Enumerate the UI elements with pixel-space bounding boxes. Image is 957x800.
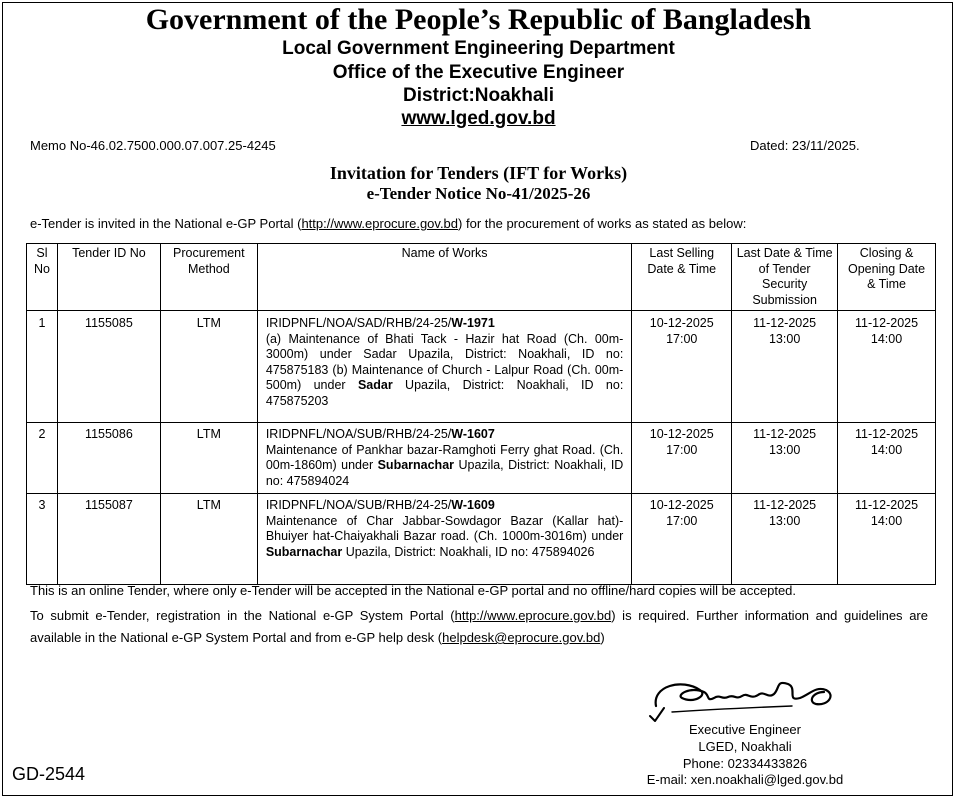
table-row bbox=[27, 494, 936, 585]
header-security: Last Date & Time of Tender Security Submission bbox=[732, 244, 838, 311]
tender-table bbox=[26, 243, 936, 585]
cell-closing: 11-12-2025 14:00 bbox=[838, 311, 936, 423]
cell-method: LTM bbox=[160, 494, 257, 585]
department-name: Local Government Engineering Department bbox=[282, 38, 675, 59]
cell-closing: 11-12-2025 14:00 bbox=[838, 494, 936, 585]
signatory-email: E-mail: xen.noakhali@lged.gov.bd bbox=[646, 772, 844, 787]
signatory-title: Executive Engineer bbox=[688, 722, 801, 737]
cell-method: LTM bbox=[160, 311, 257, 423]
table-header-row bbox=[27, 244, 936, 311]
cell-sl: 3 bbox=[27, 494, 58, 585]
district-name: District:Noakhali bbox=[403, 85, 554, 106]
header-closing: Closing & Opening Date & Time bbox=[838, 244, 936, 311]
office-name: Office of the Executive Engineer bbox=[332, 62, 625, 83]
cell-tender-id: 1155085 bbox=[57, 311, 160, 423]
cell-security: 11-12-2025 13:00 bbox=[732, 494, 838, 585]
header-method: Procurement Method bbox=[160, 244, 257, 311]
cell-security: 11-12-2025 13:00 bbox=[732, 311, 838, 423]
cell-selling: 10-12-2025 17:00 bbox=[632, 311, 732, 423]
notice-subtitle: e-Tender Notice No-41/2025-26 bbox=[366, 184, 591, 203]
cell-tender-id: 1155087 bbox=[57, 494, 160, 585]
eprocure-link[interactable]: http://www.eprocure.gov.bd bbox=[454, 608, 612, 623]
table-row bbox=[27, 423, 936, 494]
cell-name-of-works: IRIDPNFL/NOA/SAD/RHB/24-25/W-1971 (a) Maintenance of Bhati Tack - Hazir hat Road (Ch. 00m-3000m) under Sadar Upazila, District: Noakhali, ID no: 475875183 (b) Maintenance of Church - Lalpur Road (Ch. 00m-500m) under Sadar Upazila, District: Noakhali, ID no: 475875203 bbox=[257, 311, 632, 423]
header-name-of-works: Name of Works bbox=[257, 244, 632, 311]
signatory-phone: Phone: 02334433826 bbox=[682, 756, 808, 771]
online-tender-note: This is an online Tender, where only e-Tender will be accepted in the National e-GP portal and no offline/hard copies will be accepted. bbox=[30, 583, 797, 598]
registration-note: To submit e-Tender, registration in the National e-GP System Portal (http://www.eprocure.gov.bd) is required. Further information and guidelines are available in the National e-GP System Portal and from e-GP help desk (helpdesk@eprocure.gov.bd) bbox=[30, 608, 928, 645]
cell-sl: 2 bbox=[27, 423, 58, 494]
cell-name-of-works: IRIDPNFL/NOA/SUB/RHB/24-25/W-1607 Maintenance of Pankhar bazar-Ramghoti Ferry ghat Road. (Ch. 00m-1860m) under Subarnachar Upazila, District: Noakhali, ID no: 475894024 bbox=[257, 423, 632, 494]
cell-closing: 11-12-2025 14:00 bbox=[838, 423, 936, 494]
website-link[interactable]: www.lged.gov.bd bbox=[401, 108, 556, 129]
cell-method: LTM bbox=[160, 423, 257, 494]
intro-text: e-Tender is invited in the National e-GP Portal (http://www.eprocure.gov.bd) for the procurement of works as stated as below: bbox=[30, 216, 747, 231]
cell-selling: 10-12-2025 17:00 bbox=[632, 423, 732, 494]
memo-date: Dated: 23/11/2025. bbox=[750, 138, 860, 153]
cell-selling: 10-12-2025 17:00 bbox=[632, 494, 732, 585]
header-selling: Last Selling Date & Time bbox=[632, 244, 732, 311]
cell-tender-id: 1155086 bbox=[57, 423, 160, 494]
memo-number: Memo No-46.02.7500.000.07.007.25-4245 bbox=[30, 138, 276, 153]
cell-security: 11-12-2025 13:00 bbox=[732, 423, 838, 494]
notice-title: Invitation for Tenders (IFT for Works) bbox=[329, 163, 628, 183]
table-row bbox=[27, 311, 936, 423]
cell-sl: 1 bbox=[27, 311, 58, 423]
header-sl: Sl No bbox=[27, 244, 58, 311]
signature-graphic bbox=[642, 662, 862, 722]
reference-code: GD-2544 bbox=[12, 764, 86, 784]
government-title: Government of the People’s Republic of Bangladesh bbox=[145, 3, 812, 36]
header-tender-id: Tender ID No bbox=[57, 244, 160, 311]
helpdesk-email-link[interactable]: helpdesk@eprocure.gov.bd bbox=[442, 630, 601, 645]
signatory-office: LGED, Noakhali bbox=[698, 739, 792, 754]
eprocure-link[interactable]: http://www.eprocure.gov.bd bbox=[301, 216, 459, 231]
cell-name-of-works: IRIDPNFL/NOA/SUB/RHB/24-25/W-1609 Maintenance of Char Jabbar-Sowdagor Bazar (Kallar hat)-Bhuiyer hat-Chaiyakhali Bazar road. (Ch. 1000m-3016m) under Subarnachar Upazila, District: Noakhali, ID no: 475894026 bbox=[257, 494, 632, 585]
